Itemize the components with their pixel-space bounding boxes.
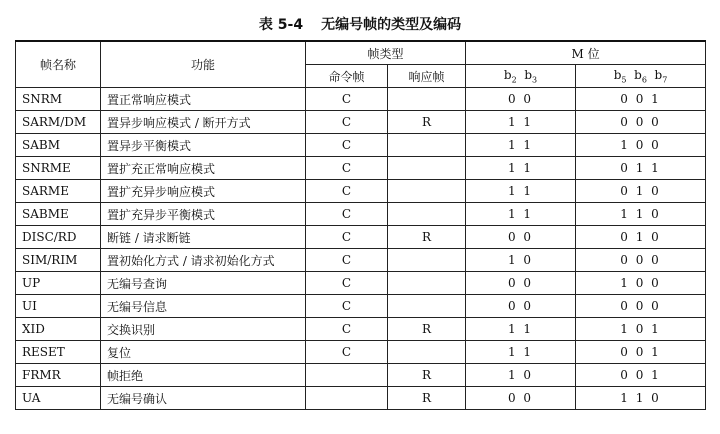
response-cell bbox=[388, 134, 466, 157]
m-bits-b5-b7-cell: 0 0 1 bbox=[576, 341, 706, 364]
response-cell bbox=[388, 180, 466, 203]
unnumbered-frame-table bbox=[15, 40, 706, 410]
m-bits-b2-b3-cell: 0 0 bbox=[466, 226, 576, 249]
function-cell: 交换识别 bbox=[101, 318, 306, 341]
response-cell: R bbox=[388, 364, 466, 387]
command-cell: C bbox=[306, 318, 388, 341]
m-bits-b5-b7-cell: 0 0 0 bbox=[576, 249, 706, 272]
table-title: 无编号帧的类型及编码 bbox=[321, 17, 462, 33]
response-cell bbox=[388, 249, 466, 272]
command-cell: C bbox=[306, 180, 388, 203]
function-cell: 无编号查询 bbox=[101, 272, 306, 295]
m-bits-b5-b7-cell: 0 1 0 bbox=[576, 180, 706, 203]
header-m-bits-b5-b7: $b_5$ $b_6$ $b_7$ bbox=[576, 65, 706, 88]
function-cell: 置异步响应模式 / 断开方式 bbox=[101, 111, 306, 134]
frame-name-cell: SABM bbox=[16, 134, 101, 157]
command-cell: C bbox=[306, 341, 388, 364]
function-cell: 置扩充异步响应模式 bbox=[101, 180, 306, 203]
response-cell: R bbox=[388, 111, 466, 134]
command-cell: C bbox=[306, 226, 388, 249]
frame-name-cell: FRMR bbox=[16, 364, 101, 387]
m-bits-b2-b3-cell: 1 1 bbox=[466, 203, 576, 226]
header-m-bits-b2-b3: $b_2$ $b_3$ bbox=[466, 65, 576, 88]
header-function: 功能 bbox=[101, 41, 306, 88]
command-cell: C bbox=[306, 295, 388, 318]
function-cell: 置正常响应模式 bbox=[101, 88, 306, 111]
response-cell: R bbox=[388, 226, 466, 249]
m-bits-b5-b7-cell: 1 0 0 bbox=[576, 272, 706, 295]
m-bits-b2-b3-cell: 1 1 bbox=[466, 134, 576, 157]
response-cell: R bbox=[388, 387, 466, 410]
function-cell: 置异步平衡模式 bbox=[101, 134, 306, 157]
table-row bbox=[16, 318, 706, 341]
m-bits-b2-b3-cell: 0 0 bbox=[466, 88, 576, 111]
command-cell: C bbox=[306, 249, 388, 272]
function-cell: 复位 bbox=[101, 341, 306, 364]
header-m-bits: M 位 bbox=[466, 41, 706, 65]
m-bits-b2-b3-cell: 0 0 bbox=[466, 272, 576, 295]
command-cell bbox=[306, 364, 388, 387]
response-cell bbox=[388, 295, 466, 318]
table-row bbox=[16, 180, 706, 203]
command-cell: C bbox=[306, 272, 388, 295]
m-bits-b2-b3-cell: 0 0 bbox=[466, 387, 576, 410]
frame-name-cell: SIM/RIM bbox=[16, 249, 101, 272]
response-cell bbox=[388, 157, 466, 180]
m-bits-b5-b7-cell: 0 1 0 bbox=[576, 226, 706, 249]
m-bits-b2-b3-cell: 1 1 bbox=[466, 180, 576, 203]
command-cell: C bbox=[306, 203, 388, 226]
command-cell: C bbox=[306, 111, 388, 134]
m-bits-b5-b7-cell: 0 0 0 bbox=[576, 295, 706, 318]
frame-name-cell: UI bbox=[16, 295, 101, 318]
table-number: 表 5-4 bbox=[258, 17, 304, 33]
function-cell: 置初始化方式 / 请求初始化方式 bbox=[101, 249, 306, 272]
m-bits-b5-b7-cell: 0 0 0 bbox=[576, 111, 706, 134]
table-row bbox=[16, 387, 706, 410]
frame-name-cell: XID bbox=[16, 318, 101, 341]
command-cell bbox=[306, 387, 388, 410]
table-row bbox=[16, 341, 706, 364]
response-cell bbox=[388, 203, 466, 226]
table-caption bbox=[0, 14, 720, 34]
response-cell bbox=[388, 341, 466, 364]
command-cell: C bbox=[306, 134, 388, 157]
function-cell: 断链 / 请求断链 bbox=[101, 226, 306, 249]
header-command-frame: 命令帧 bbox=[306, 65, 388, 88]
frame-name-cell: UA bbox=[16, 387, 101, 410]
m-bits-b2-b3-cell: 1 0 bbox=[466, 364, 576, 387]
frame-name-cell: SABME bbox=[16, 203, 101, 226]
table-row bbox=[16, 111, 706, 134]
m-bits-b5-b7-cell: 0 1 1 bbox=[576, 157, 706, 180]
m-bits-b2-b3-cell: 1 1 bbox=[466, 341, 576, 364]
function-cell: 置扩充异步平衡模式 bbox=[101, 203, 306, 226]
header-frame-type: 帧类型 bbox=[306, 41, 466, 65]
table-row bbox=[16, 203, 706, 226]
m-bits-b2-b3-cell: 1 0 bbox=[466, 249, 576, 272]
function-cell: 帧拒绝 bbox=[101, 364, 306, 387]
function-cell: 置扩充正常响应模式 bbox=[101, 157, 306, 180]
table-row bbox=[16, 295, 706, 318]
m-bits-b5-b7-cell: 1 1 0 bbox=[576, 387, 706, 410]
response-cell bbox=[388, 88, 466, 111]
function-cell: 无编号信息 bbox=[101, 295, 306, 318]
table-row bbox=[16, 364, 706, 387]
m-bits-b5-b7-cell: 1 1 0 bbox=[576, 203, 706, 226]
table-row bbox=[16, 272, 706, 295]
frame-name-cell: DISC/RD bbox=[16, 226, 101, 249]
frame-name-cell: SARM/DM bbox=[16, 111, 101, 134]
m-bits-b5-b7-cell: 1 0 0 bbox=[576, 134, 706, 157]
table-row bbox=[16, 226, 706, 249]
frame-name-cell: SARME bbox=[16, 180, 101, 203]
frame-name-cell: SNRME bbox=[16, 157, 101, 180]
table-row bbox=[16, 157, 706, 180]
m-bits-b2-b3-cell: 1 1 bbox=[466, 318, 576, 341]
response-cell bbox=[388, 272, 466, 295]
m-bits-b5-b7-cell: 1 0 1 bbox=[576, 318, 706, 341]
function-cell: 无编号确认 bbox=[101, 387, 306, 410]
response-cell: R bbox=[388, 318, 466, 341]
table-row bbox=[16, 249, 706, 272]
frame-name-cell: RESET bbox=[16, 341, 101, 364]
m-bits-b2-b3-cell: 1 1 bbox=[466, 157, 576, 180]
m-bits-b5-b7-cell: 0 0 1 bbox=[576, 88, 706, 111]
header-response-frame: 响应帧 bbox=[388, 65, 466, 88]
m-bits-b2-b3-cell: 0 0 bbox=[466, 295, 576, 318]
table-row bbox=[16, 134, 706, 157]
command-cell: C bbox=[306, 88, 388, 111]
table-row bbox=[16, 88, 706, 111]
m-bits-b2-b3-cell: 1 1 bbox=[466, 111, 576, 134]
frame-name-cell: SNRM bbox=[16, 88, 101, 111]
frame-name-cell: UP bbox=[16, 272, 101, 295]
m-bits-b5-b7-cell: 0 0 1 bbox=[576, 364, 706, 387]
command-cell: C bbox=[306, 157, 388, 180]
header-frame-name: 帧名称 bbox=[16, 41, 101, 88]
